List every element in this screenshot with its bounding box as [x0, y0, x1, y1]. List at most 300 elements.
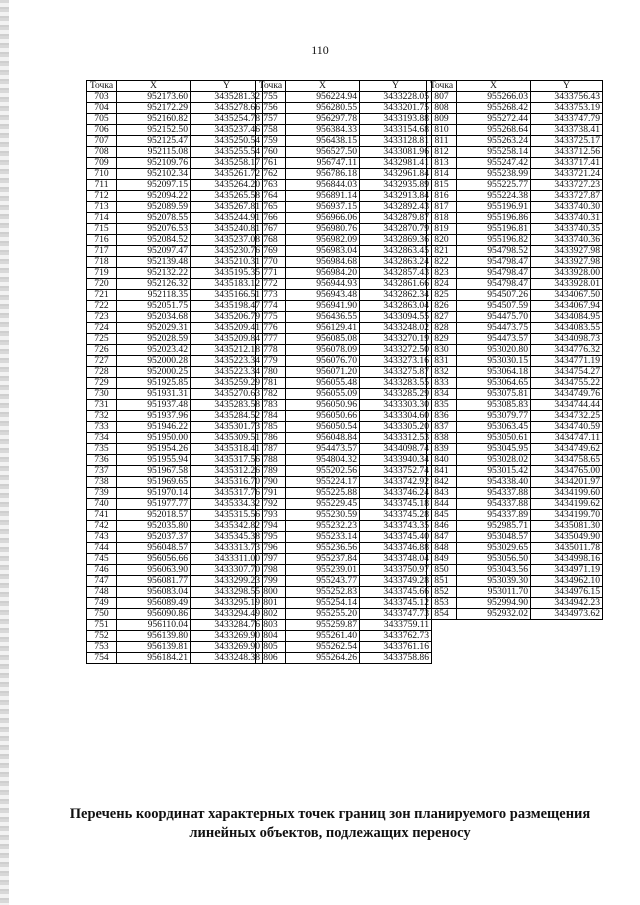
table-row	[256, 389, 432, 400]
point-number-cell: 716	[87, 235, 117, 246]
point-number-cell: 733	[87, 422, 117, 433]
point-number-cell: 843	[427, 488, 457, 499]
point-number-cell: 821	[427, 246, 457, 257]
table-row	[87, 389, 263, 400]
point-number-cell: 805	[256, 642, 286, 653]
x-coordinate-cell: 952172.29	[117, 103, 191, 114]
x-coordinate-cell: 955239.01	[286, 565, 360, 576]
x-coordinate-cell: 955196.82	[457, 235, 531, 246]
table-row	[427, 279, 603, 290]
y-coordinate-cell: 3435230.76	[191, 246, 263, 257]
y-coordinate-cell: 3434083.55	[531, 323, 603, 334]
point-number-cell: 771	[256, 268, 286, 279]
x-coordinate-cell: 956184.21	[117, 653, 191, 664]
x-coordinate-cell: 955263.24	[457, 136, 531, 147]
y-coordinate-cell: 3435210.31	[191, 257, 263, 268]
x-coordinate-cell: 952028.59	[117, 334, 191, 345]
table-row	[427, 565, 603, 576]
table-row	[427, 554, 603, 565]
table-row	[256, 202, 432, 213]
point-number-cell: 832	[427, 367, 457, 378]
point-number-cell: 839	[427, 444, 457, 455]
x-coordinate-cell: 952037.37	[117, 532, 191, 543]
point-number-cell: 842	[427, 477, 457, 488]
point-number-cell: 748	[87, 587, 117, 598]
point-number-cell: 719	[87, 268, 117, 279]
y-coordinate-cell: 3435081.30	[531, 521, 603, 532]
x-coordinate-cell: 952173.60	[117, 92, 191, 103]
y-coordinate-cell: 3433743.35	[360, 521, 432, 532]
x-coordinate-cell: 952097.47	[117, 246, 191, 257]
table-row	[87, 631, 263, 642]
y-coordinate-cell: 3433270.19	[360, 334, 432, 345]
table-row	[87, 433, 263, 444]
table-row	[87, 411, 263, 422]
point-number-cell: 715	[87, 224, 117, 235]
y-coordinate-cell: 3433761.16	[360, 642, 432, 653]
x-coordinate-cell: 956844.03	[286, 180, 360, 191]
point-number-cell: 774	[256, 301, 286, 312]
y-coordinate-cell: 3434067.50	[531, 290, 603, 301]
point-number-cell: 743	[87, 532, 117, 543]
point-number-cell: 703	[87, 92, 117, 103]
y-coordinate-cell: 3435237.08	[191, 235, 263, 246]
y-coordinate-cell: 3435334.32	[191, 499, 263, 510]
x-coordinate-cell: 954798.52	[457, 246, 531, 257]
point-number-cell: 781	[256, 378, 286, 389]
table-row	[256, 213, 432, 224]
x-coordinate-cell: 951954.26	[117, 444, 191, 455]
y-coordinate-cell: 3435223.34	[191, 367, 263, 378]
y-coordinate-cell: 3435342.82	[191, 521, 263, 532]
y-coordinate-cell: 3433307.70	[191, 565, 263, 576]
y-coordinate-cell: 3435049.90	[531, 532, 603, 543]
x-coordinate-cell: 955266.03	[457, 92, 531, 103]
x-coordinate-cell: 953063.45	[457, 422, 531, 433]
point-number-cell: 798	[256, 565, 286, 576]
point-number-cell: 791	[256, 488, 286, 499]
table-row	[87, 191, 263, 202]
table-row	[87, 290, 263, 301]
y-coordinate-cell: 3433742.92	[360, 477, 432, 488]
y-coordinate-cell: 3435265.58	[191, 191, 263, 202]
table-row	[427, 169, 603, 180]
table-row	[427, 334, 603, 345]
x-coordinate-cell: 952035.80	[117, 521, 191, 532]
table-row	[87, 213, 263, 224]
header-x: X	[457, 81, 531, 92]
y-coordinate-cell: 3434199.60	[531, 488, 603, 499]
coordinates-table-2	[255, 80, 432, 664]
table-row	[256, 334, 432, 345]
x-coordinate-cell: 956891.14	[286, 191, 360, 202]
point-number-cell: 779	[256, 356, 286, 367]
x-coordinate-cell: 952994.90	[457, 598, 531, 609]
table-row	[256, 422, 432, 433]
point-number-cell: 817	[427, 202, 457, 213]
y-coordinate-cell: 3433745.40	[360, 532, 432, 543]
table-row	[87, 235, 263, 246]
x-coordinate-cell: 954473.57	[457, 334, 531, 345]
y-coordinate-cell: 3435254.78	[191, 114, 263, 125]
table-row	[427, 147, 603, 158]
point-number-cell: 820	[427, 235, 457, 246]
table-row	[87, 103, 263, 114]
x-coordinate-cell: 953043.56	[457, 565, 531, 576]
y-coordinate-cell: 3433740.36	[531, 235, 603, 246]
x-coordinate-cell: 955255.20	[286, 609, 360, 620]
x-coordinate-cell: 952126.32	[117, 279, 191, 290]
table-row	[256, 290, 432, 301]
point-number-cell: 816	[427, 191, 457, 202]
y-coordinate-cell: 3434962.10	[531, 576, 603, 587]
x-coordinate-cell: 956090.86	[117, 609, 191, 620]
header-x: X	[117, 81, 191, 92]
x-coordinate-cell: 952160.82	[117, 114, 191, 125]
x-coordinate-cell: 956081.77	[117, 576, 191, 587]
table-row	[427, 312, 603, 323]
x-coordinate-cell: 953056.50	[457, 554, 531, 565]
table-row	[87, 345, 263, 356]
table-row	[427, 356, 603, 367]
table-row	[256, 180, 432, 191]
point-number-cell: 784	[256, 411, 286, 422]
point-number-cell: 746	[87, 565, 117, 576]
y-coordinate-cell: 3435198.47	[191, 301, 263, 312]
y-coordinate-cell: 3433298.55	[191, 587, 263, 598]
point-number-cell: 705	[87, 114, 117, 125]
x-coordinate-cell: 956984.20	[286, 268, 360, 279]
table-row	[256, 279, 432, 290]
y-coordinate-cell: 3433756.43	[531, 92, 603, 103]
point-number-cell: 749	[87, 598, 117, 609]
table-row	[87, 466, 263, 477]
point-number-cell: 838	[427, 433, 457, 444]
y-coordinate-cell: 3433313.73	[191, 543, 263, 554]
x-coordinate-cell: 956982.09	[286, 235, 360, 246]
table-row	[256, 136, 432, 147]
table-row	[427, 103, 603, 114]
y-coordinate-cell: 3434758.65	[531, 455, 603, 466]
x-coordinate-cell: 952132.22	[117, 268, 191, 279]
point-number-cell: 840	[427, 455, 457, 466]
table-row	[427, 202, 603, 213]
y-coordinate-cell: 3432981.41	[360, 158, 432, 169]
y-coordinate-cell: 3433228.05	[360, 92, 432, 103]
table-row	[427, 224, 603, 235]
y-coordinate-cell: 3433284.76	[191, 620, 263, 631]
table-row	[256, 400, 432, 411]
table-row	[87, 246, 263, 257]
x-coordinate-cell: 952000.28	[117, 356, 191, 367]
y-coordinate-cell: 3433154.68	[360, 125, 432, 136]
point-number-cell: 773	[256, 290, 286, 301]
y-coordinate-cell: 3434098.74	[360, 444, 432, 455]
x-coordinate-cell: 956943.48	[286, 290, 360, 301]
x-coordinate-cell: 956944.93	[286, 279, 360, 290]
y-coordinate-cell: 3434971.19	[531, 565, 603, 576]
x-coordinate-cell: 956110.04	[117, 620, 191, 631]
y-coordinate-cell: 3433299.23	[191, 576, 263, 587]
x-coordinate-cell: 955225.88	[286, 488, 360, 499]
x-coordinate-cell: 954798.47	[457, 268, 531, 279]
y-coordinate-cell: 3435317.56	[191, 455, 263, 466]
x-coordinate-cell: 955233.14	[286, 532, 360, 543]
y-coordinate-cell: 3434749.62	[531, 444, 603, 455]
y-coordinate-cell: 3432961.84	[360, 169, 432, 180]
point-number-cell: 764	[256, 191, 286, 202]
y-coordinate-cell: 3435315.56	[191, 510, 263, 521]
point-number-cell: 729	[87, 378, 117, 389]
x-coordinate-cell: 955232.23	[286, 521, 360, 532]
point-number-cell: 782	[256, 389, 286, 400]
x-coordinate-cell: 952102.34	[117, 169, 191, 180]
x-coordinate-cell: 955272.44	[457, 114, 531, 125]
x-coordinate-cell: 954338.40	[457, 477, 531, 488]
table-row	[256, 257, 432, 268]
point-number-cell: 751	[87, 620, 117, 631]
table-row	[256, 554, 432, 565]
point-number-cell: 818	[427, 213, 457, 224]
x-coordinate-cell: 951977.77	[117, 499, 191, 510]
y-coordinate-cell: 3433759.11	[360, 620, 432, 631]
table-row	[256, 598, 432, 609]
point-number-cell: 846	[427, 521, 457, 532]
y-coordinate-cell: 3434776.32	[531, 345, 603, 356]
x-coordinate-cell: 955252.83	[286, 587, 360, 598]
header-y: Y	[531, 81, 603, 92]
y-coordinate-cell: 3433269.90	[191, 642, 263, 653]
x-coordinate-cell: 956048.84	[286, 433, 360, 444]
y-coordinate-cell: 3435258.17	[191, 158, 263, 169]
header-y: Y	[360, 81, 432, 92]
table-row	[87, 499, 263, 510]
point-number-cell: 724	[87, 323, 117, 334]
y-coordinate-cell: 3433303.30	[360, 400, 432, 411]
table-row	[256, 609, 432, 620]
y-coordinate-cell: 3434998.16	[531, 554, 603, 565]
table-row	[427, 609, 603, 620]
point-number-cell: 730	[87, 389, 117, 400]
table-row	[87, 576, 263, 587]
y-coordinate-cell: 3435312.26	[191, 466, 263, 477]
table-row	[87, 268, 263, 279]
point-number-cell: 780	[256, 367, 286, 378]
y-coordinate-cell: 3435270.63	[191, 389, 263, 400]
table-row	[256, 345, 432, 356]
y-coordinate-cell: 3433746.24	[360, 488, 432, 499]
point-number-cell: 830	[427, 345, 457, 356]
point-number-cell: 789	[256, 466, 286, 477]
x-coordinate-cell: 952051.75	[117, 301, 191, 312]
table-row	[256, 499, 432, 510]
y-coordinate-cell: 3433312.53	[360, 433, 432, 444]
table-row	[427, 543, 603, 554]
x-coordinate-cell: 953064.65	[457, 378, 531, 389]
x-coordinate-cell: 956083.04	[117, 587, 191, 598]
y-coordinate-cell: 3432861.66	[360, 279, 432, 290]
point-number-cell: 713	[87, 202, 117, 213]
x-coordinate-cell: 955202.56	[286, 466, 360, 477]
y-coordinate-cell: 3433304.60	[360, 411, 432, 422]
point-number-cell: 801	[256, 598, 286, 609]
header-point: Точка	[427, 81, 457, 92]
y-coordinate-cell: 3435237.46	[191, 125, 263, 136]
x-coordinate-cell: 956983.04	[286, 246, 360, 257]
y-coordinate-cell: 3433928.00	[531, 268, 603, 279]
y-coordinate-cell: 3433745.18	[360, 499, 432, 510]
y-coordinate-cell: 3435259.29	[191, 378, 263, 389]
header-point: Точка	[256, 81, 286, 92]
table-row	[256, 367, 432, 378]
point-number-cell: 790	[256, 477, 286, 488]
point-number-cell: 802	[256, 609, 286, 620]
table-row	[427, 466, 603, 477]
table-row	[87, 653, 263, 664]
table-row	[87, 312, 263, 323]
x-coordinate-cell: 952109.76	[117, 158, 191, 169]
y-coordinate-cell: 3435011.78	[531, 543, 603, 554]
point-number-cell: 728	[87, 367, 117, 378]
y-coordinate-cell: 3435267.81	[191, 202, 263, 213]
point-number-cell: 815	[427, 180, 457, 191]
table-row	[87, 323, 263, 334]
point-number-cell: 706	[87, 125, 117, 136]
point-number-cell: 837	[427, 422, 457, 433]
table-row	[427, 433, 603, 444]
x-coordinate-cell: 951937.48	[117, 400, 191, 411]
x-coordinate-cell: 955225.77	[457, 180, 531, 191]
y-coordinate-cell: 3435240.81	[191, 224, 263, 235]
point-number-cell: 813	[427, 158, 457, 169]
point-number-cell: 752	[87, 631, 117, 642]
x-coordinate-cell: 955224.17	[286, 477, 360, 488]
y-coordinate-cell: 3433927.98	[531, 257, 603, 268]
x-coordinate-cell: 953085.83	[457, 400, 531, 411]
table-row	[87, 279, 263, 290]
table-row	[427, 367, 603, 378]
table-header	[256, 81, 432, 92]
y-coordinate-cell: 3435209.84	[191, 334, 263, 345]
point-number-cell: 822	[427, 257, 457, 268]
y-coordinate-cell: 3433738.41	[531, 125, 603, 136]
point-number-cell: 707	[87, 136, 117, 147]
x-coordinate-cell: 956056.66	[117, 554, 191, 565]
table-row	[256, 158, 432, 169]
x-coordinate-cell: 956078.09	[286, 345, 360, 356]
y-coordinate-cell: 3433128.81	[360, 136, 432, 147]
y-coordinate-cell: 3433762.73	[360, 631, 432, 642]
point-number-cell: 851	[427, 576, 457, 587]
point-number-cell: 824	[427, 279, 457, 290]
point-number-cell: 847	[427, 532, 457, 543]
y-coordinate-cell: 3433285.29	[360, 389, 432, 400]
y-coordinate-cell: 3433740.35	[531, 224, 603, 235]
table-row	[87, 224, 263, 235]
point-number-cell: 714	[87, 213, 117, 224]
x-coordinate-cell: 956050.66	[286, 411, 360, 422]
x-coordinate-cell: 954473.75	[457, 323, 531, 334]
x-coordinate-cell: 956941.90	[286, 301, 360, 312]
table-row	[256, 378, 432, 389]
table-row	[256, 477, 432, 488]
x-coordinate-cell: 952097.15	[117, 180, 191, 191]
y-coordinate-cell: 3433740.31	[531, 213, 603, 224]
y-coordinate-cell: 3433094.55	[360, 312, 432, 323]
table-row	[427, 246, 603, 257]
point-number-cell: 829	[427, 334, 457, 345]
table-row	[87, 444, 263, 455]
point-number-cell: 736	[87, 455, 117, 466]
point-number-cell: 811	[427, 136, 457, 147]
table-row	[256, 301, 432, 312]
table-row	[427, 180, 603, 191]
x-coordinate-cell: 956436.55	[286, 312, 360, 323]
table-row	[427, 125, 603, 136]
point-number-cell: 708	[87, 147, 117, 158]
x-coordinate-cell: 956966.06	[286, 213, 360, 224]
x-coordinate-cell: 955196.81	[457, 224, 531, 235]
y-coordinate-cell: 3433725.17	[531, 136, 603, 147]
x-coordinate-cell: 955262.54	[286, 642, 360, 653]
point-number-cell: 769	[256, 246, 286, 257]
x-coordinate-cell: 955247.42	[457, 158, 531, 169]
x-coordinate-cell: 952932.02	[457, 609, 531, 620]
table-row	[87, 180, 263, 191]
table-row	[427, 290, 603, 301]
table-row	[256, 433, 432, 444]
x-coordinate-cell: 954804.32	[286, 455, 360, 466]
table-row	[87, 477, 263, 488]
y-coordinate-cell: 3435212.18	[191, 345, 263, 356]
x-coordinate-cell: 953048.57	[457, 532, 531, 543]
x-coordinate-cell: 953015.42	[457, 466, 531, 477]
point-number-cell: 747	[87, 576, 117, 587]
point-number-cell: 844	[427, 499, 457, 510]
table-row	[256, 587, 432, 598]
coordinates-table-3	[426, 80, 603, 620]
table-row	[87, 488, 263, 499]
point-number-cell: 794	[256, 521, 286, 532]
x-coordinate-cell: 955254.14	[286, 598, 360, 609]
y-coordinate-cell: 3434973.62	[531, 609, 603, 620]
y-coordinate-cell: 3435244.91	[191, 213, 263, 224]
table-row	[427, 301, 603, 312]
point-number-cell: 827	[427, 312, 457, 323]
point-number-cell: 770	[256, 257, 286, 268]
point-number-cell: 718	[87, 257, 117, 268]
x-coordinate-cell: 952034.68	[117, 312, 191, 323]
x-coordinate-cell: 956089.49	[117, 598, 191, 609]
point-number-cell: 823	[427, 268, 457, 279]
table-row	[427, 92, 603, 103]
x-coordinate-cell: 954507.59	[457, 301, 531, 312]
y-coordinate-cell: 3435250.54	[191, 136, 263, 147]
table-row	[427, 521, 603, 532]
page-number: 110	[311, 43, 329, 57]
x-coordinate-cell: 956984.68	[286, 257, 360, 268]
x-coordinate-cell: 955229.45	[286, 499, 360, 510]
x-coordinate-cell: 952023.42	[117, 345, 191, 356]
x-coordinate-cell: 956050.96	[286, 400, 360, 411]
y-coordinate-cell: 3435183.12	[191, 279, 263, 290]
table-row	[87, 565, 263, 576]
y-coordinate-cell: 3433745.66	[360, 587, 432, 598]
x-coordinate-cell: 951931.31	[117, 389, 191, 400]
table-row	[256, 92, 432, 103]
point-number-cell: 745	[87, 554, 117, 565]
table-row	[87, 257, 263, 268]
